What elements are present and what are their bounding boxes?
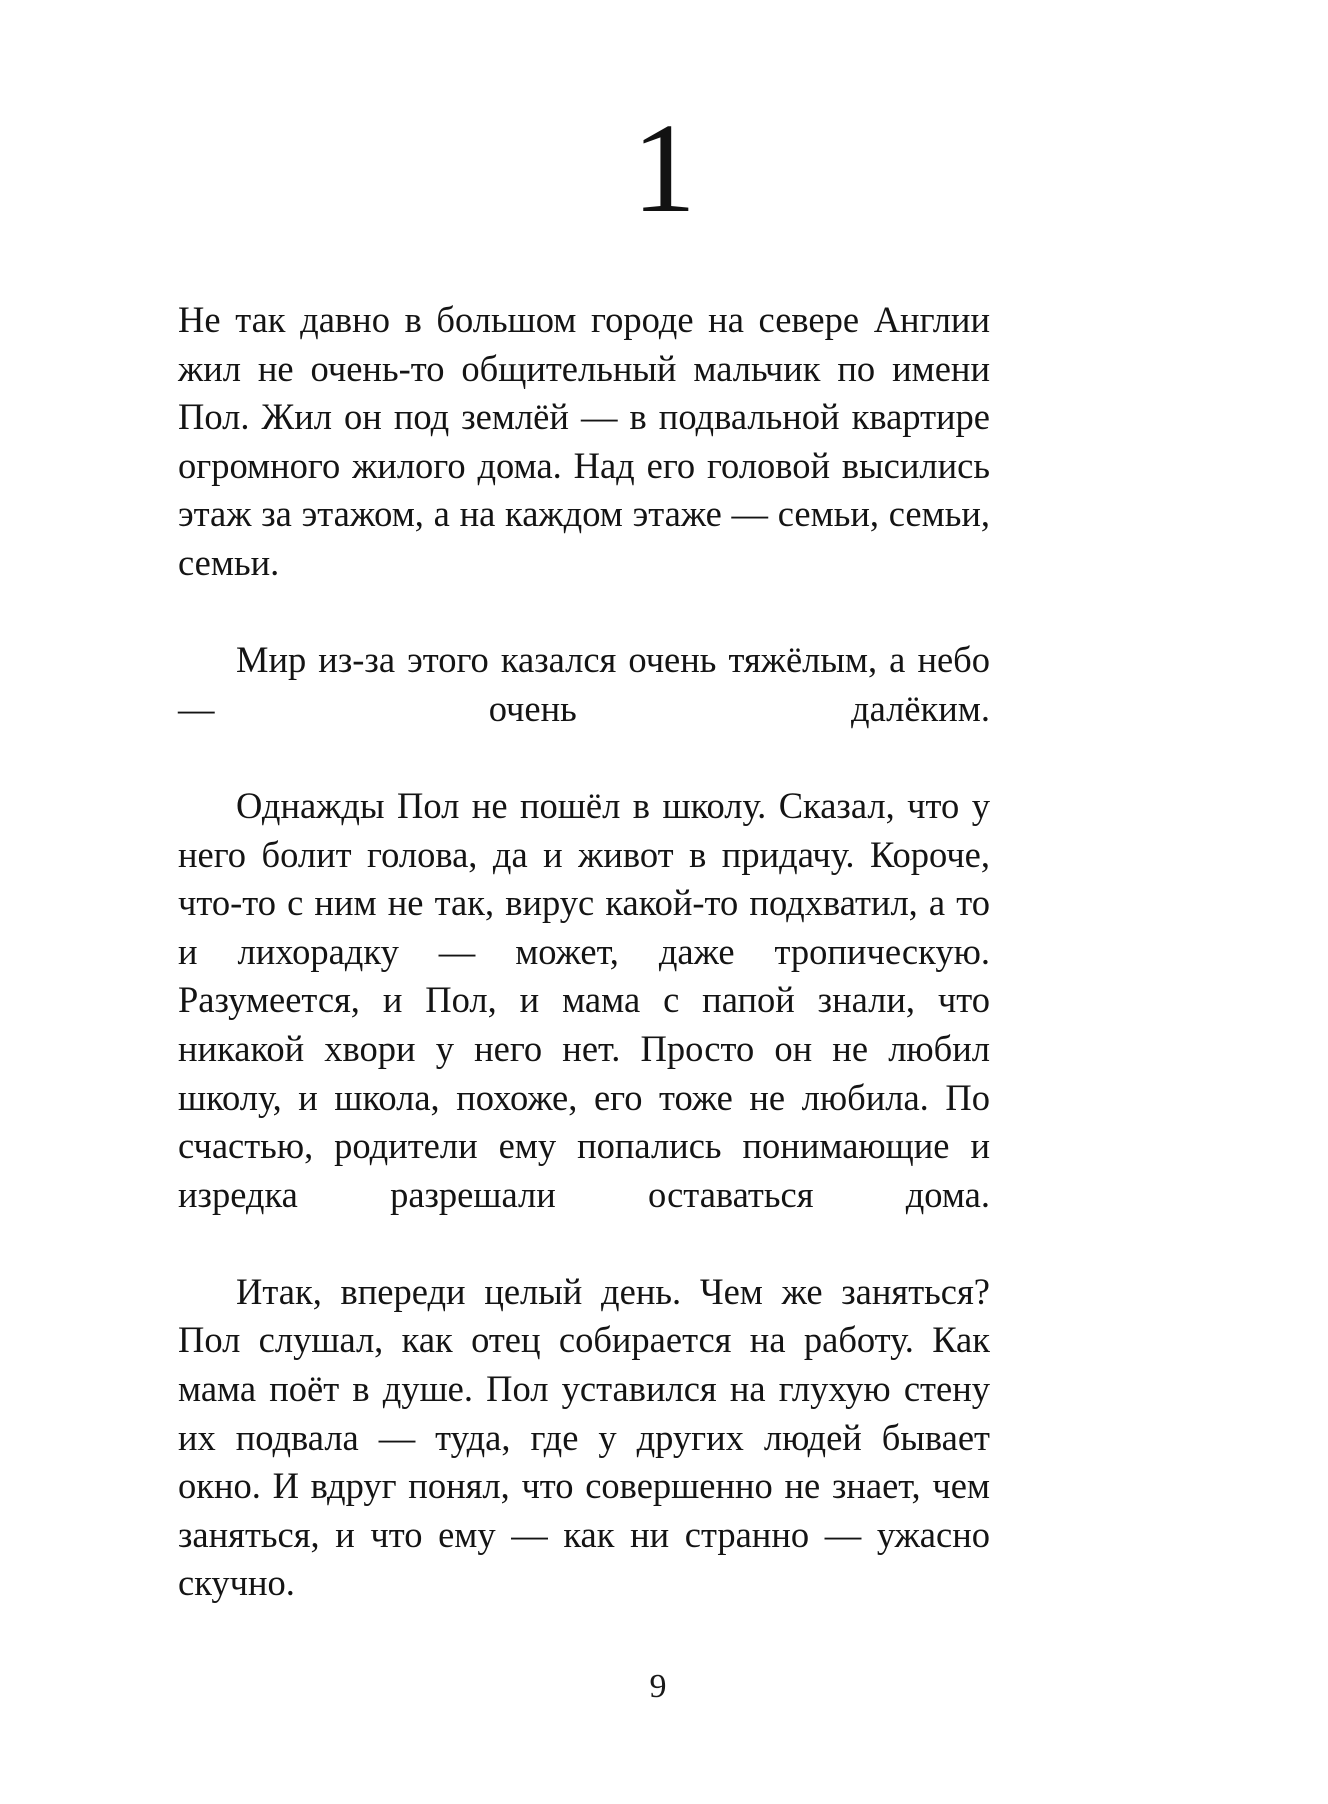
paragraph-3: Однажды Пол не пошёл в школу. Сказал, что у него болит голова, да и живот в придачу. Короче, что-то с ним не так, вирус какой-то подхватил, а то и лихорадку — может, даже тропическую. Разумеется, и Пол, и мама с папой знали, что никакой хвори у него нет. Просто он не любил школу, и школа, похоже, его тоже не любила. По счастью, родители ему попались понимающие и изредка разрешали оставаться дома.	[178, 784, 990, 1215]
paragraph-2: Мир из-за этого казался очень тяжёлым, а небо — очень далёким.	[178, 639, 990, 729]
paragraph-4: Итак, впереди целый день. Чем же заняться? Пол слушал, как отец собирается на работу. Как мама поёт в душе. Пол уставился на глухую стену их подвала — туда, где у других людей бывает окно. И вдруг понял, что совершенно не знает, чем заняться, и что ему — как ни странно — ужасно скучно.	[178, 1270, 990, 1604]
page-number: 9	[649, 1668, 667, 1705]
body-text-block	[178, 296, 990, 1657]
page-footer	[0, 1584, 1328, 1804]
chapter-number: 1	[632, 97, 696, 239]
paragraph-1: Не так давно в большом городе на севере Англии жил не очень-то общительный мальчик по имени Пол. Жил он под землёй — в подвальной квартире огромного жилого дома. Над его головой высились этаж за этажом, а на каждом этаже — семьи, семьи, семьи.	[178, 299, 990, 583]
